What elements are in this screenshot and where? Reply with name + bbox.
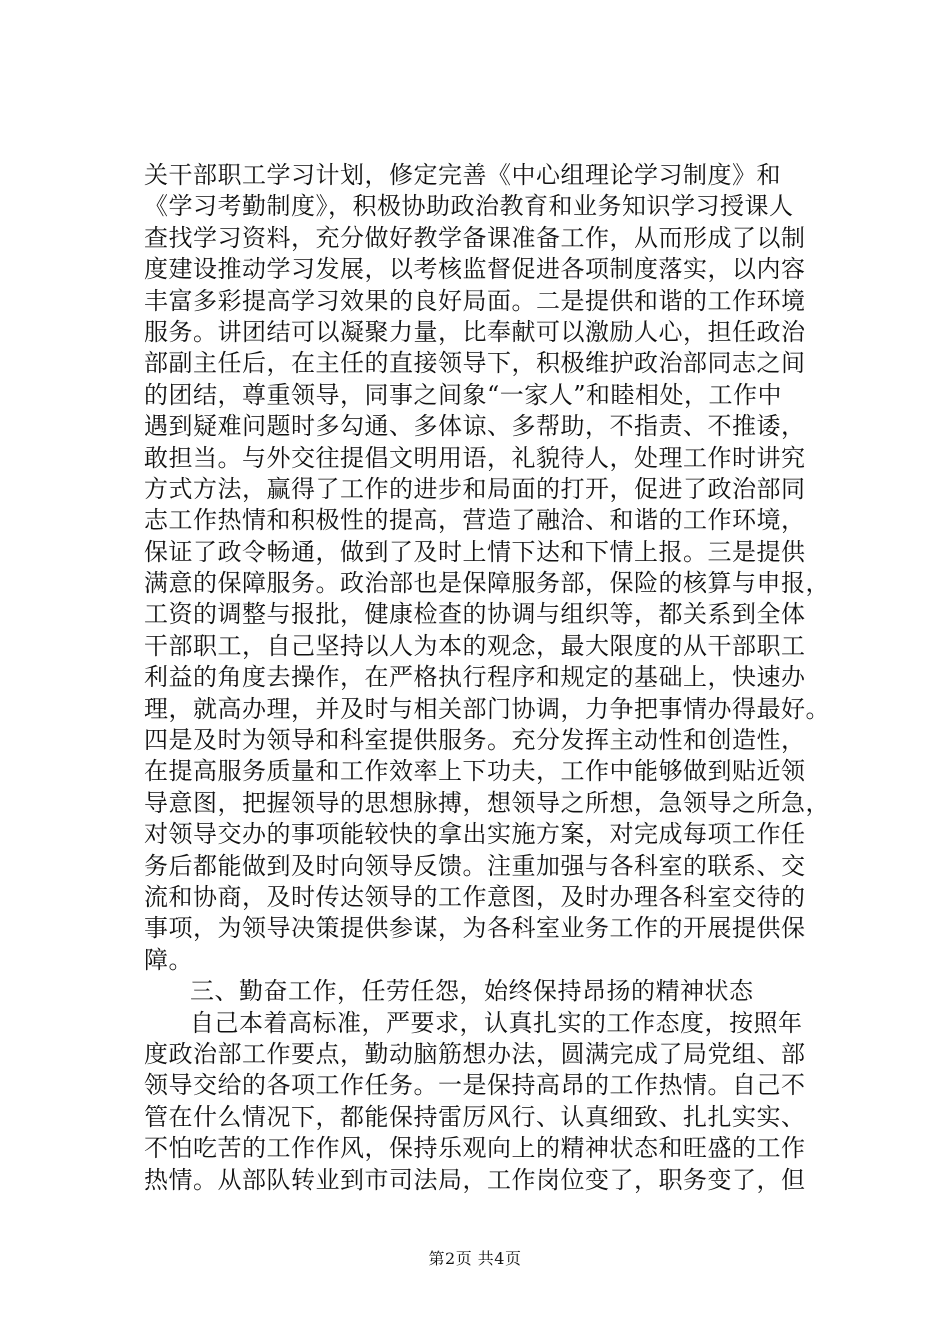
page-number-footer: 第2页 共4页 (428, 1249, 522, 1268)
text-line: 服务。讲团结可以凝聚力量，比奉献可以激励人心，担任政治 (144, 317, 806, 346)
text-line: 利益的角度去操作，在严格执行程序和规定的基础上，快速办 (144, 663, 806, 692)
text-line: 保证了政令畅通，做到了及时上情下达和下情上报。三是提供 (144, 537, 806, 566)
text-line: 障。 (144, 945, 193, 974)
document-body (144, 160, 834, 1196)
text-line: 工资的调整与报批，健康检查的协调与组织等，都关系到全体 (144, 600, 806, 629)
text-line: 管在什么情况下，都能保持雷厉风行、认真细致、扎扎实实、 (144, 1102, 806, 1131)
text-line: 满意的保障服务。政治部也是保障服务部，保险的核算与申报， (144, 569, 830, 598)
text-line: 理，就高办理，并及时与相关部门协调，力争把事情办得最好。 (144, 694, 830, 723)
text-line: 对领导交办的事项能较快的拿出实施方案，对完成每项工作任 (144, 820, 806, 849)
text-line: 务后都能做到及时向领导反馈。注重加强与各科室的联系、交 (144, 851, 806, 880)
text-line: 度建设推动学习发展，以考核监督促进各项制度落实，以内容 (144, 255, 806, 284)
text-line: 导意图，把握领导的思想脉搏，想领导之所想，急领导之所急， (144, 788, 830, 817)
text-line: 部副主任后，在主任的直接领导下，积极维护政治部同志之间 (144, 349, 806, 378)
text-line: 事项，为领导决策提供参谋，为各科室业务工作的开展提供保 (144, 914, 806, 943)
text-line: 领导交给的各项工作任务。一是保持高昂的工作热情。自己不 (144, 1071, 806, 1100)
section-heading: 三、勤奋工作，任劳任怨，始终保持昂扬的精神状态 (190, 977, 754, 1006)
text-line: 自己本着高标准，严要求，认真扎实的工作态度，按照年 (190, 1008, 803, 1037)
text-line: 志工作热情和积极性的提高，营造了融洽、和谐的工作环境， (144, 506, 806, 535)
text-line: 的团结，尊重领导，同事之间象“一家人”和睦相处，工作中 (144, 380, 783, 409)
text-line: 丰富多彩提高学习效果的良好局面。二是提供和谐的工作环境 (144, 286, 806, 315)
text-line: 敢担当。与外交往提倡文明用语，礼貌待人，处理工作时讲究 (144, 443, 806, 472)
text-line: 度政治部工作要点，勤动脑筋想办法，圆满完成了局党组、部 (144, 1039, 806, 1068)
text-line: 遇到疑难问题时多勾通、多体谅、多帮助，不指责、不推诿， (144, 412, 806, 441)
text-line: 流和协商，及时传达领导的工作意图，及时办理各科室交待的 (144, 882, 806, 911)
text-line: 干部职工，自己坚持以人为本的观念，最大限度的从干部职工 (144, 631, 806, 660)
text-line: 方式方法，赢得了工作的进步和局面的打开，促进了政治部同 (144, 474, 806, 503)
text-line: 《学习考勤制度》，积极协助政治教育和业务知识学习授课人 (144, 192, 794, 221)
text-line: 不怕吃苦的工作作风，保持乐观向上的精神状态和旺盛的工作 (144, 1134, 806, 1163)
text-line: 查找学习资料，充分做好教学备课准备工作，从而形成了以制 (144, 223, 806, 252)
text-line: 关干部职工学习计划，修定完善《中心组理论学习制度》和 (144, 161, 781, 189)
text-line: 四是及时为领导和科室提供服务。充分发挥主动性和创造性， (144, 726, 806, 755)
text-line: 热情。从部队转业到市司法局，工作岗位变了，职务变了，但 (144, 1165, 806, 1194)
text-line: 在提高服务质量和工作效率上下功夫，工作中能够做到贴近领 (144, 757, 806, 786)
